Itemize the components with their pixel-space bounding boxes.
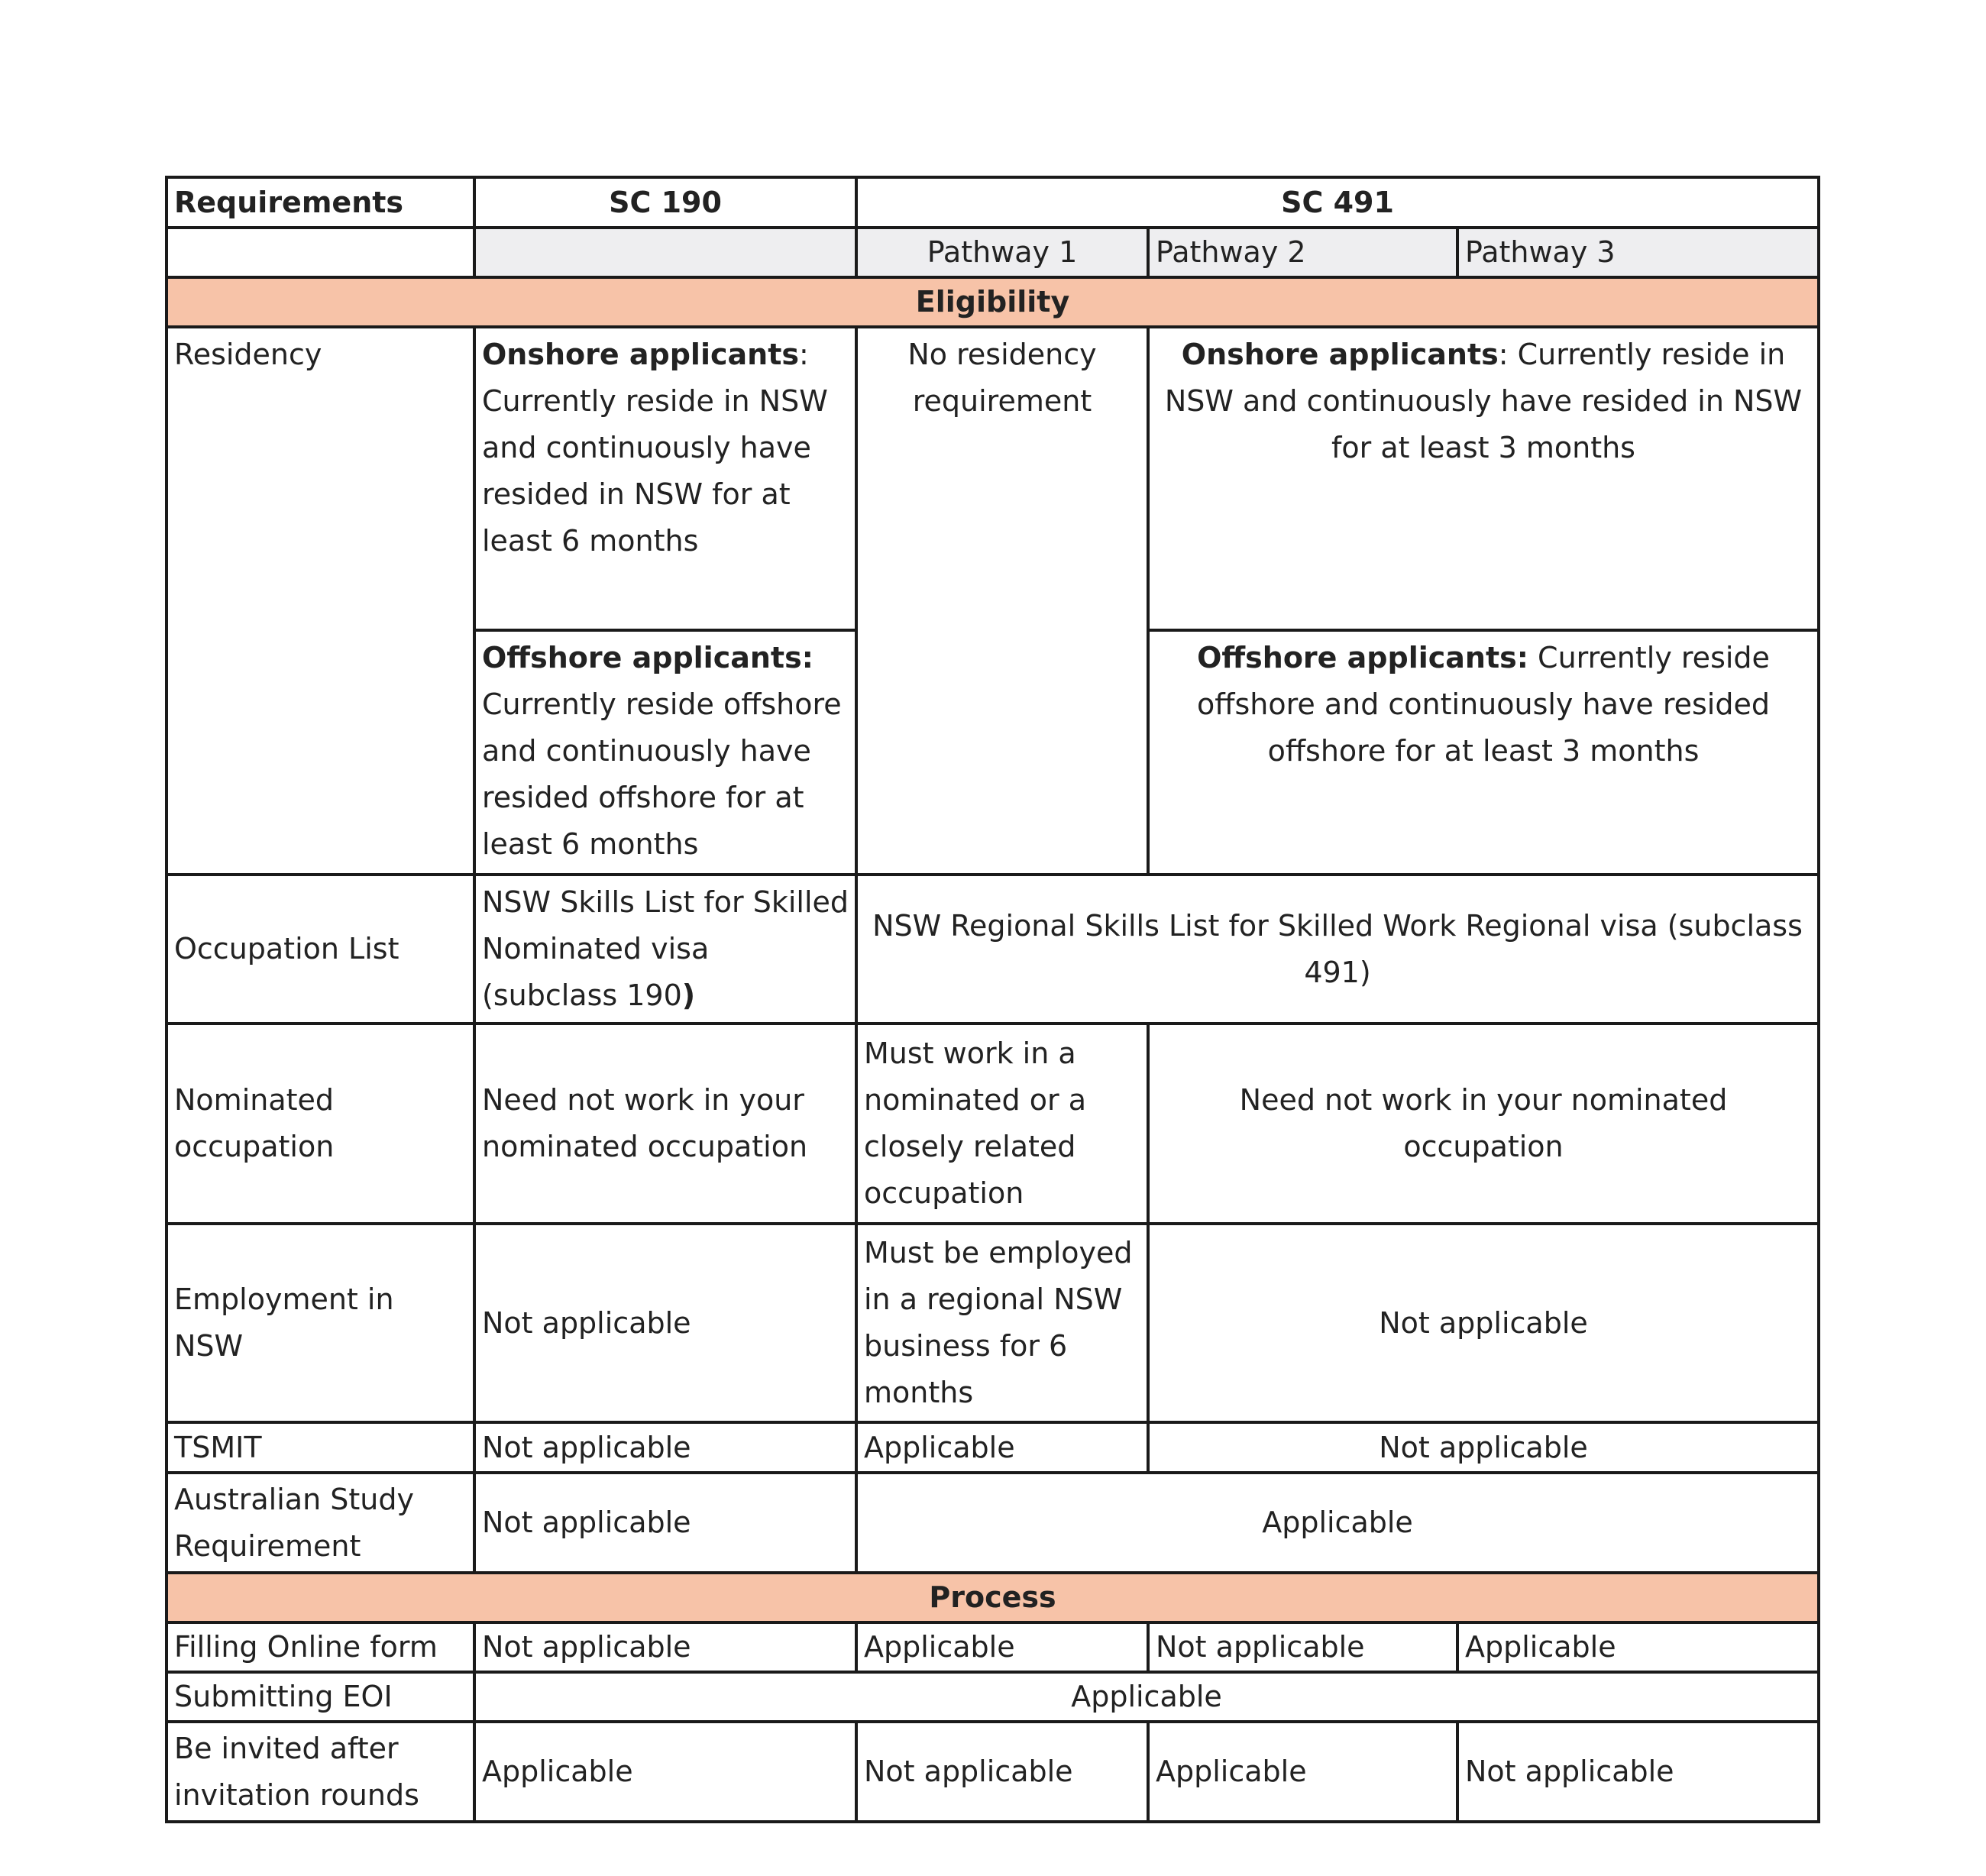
eoi-all: Applicable xyxy=(474,1672,1819,1722)
residency-sc190-offshore xyxy=(474,630,856,875)
employment-sc190: Not applicable xyxy=(474,1224,856,1422)
header-blank xyxy=(167,228,474,277)
row-label-study: Australian Study Requirement xyxy=(167,1473,474,1573)
offshore-text: Currently reside offshore and continuously have resided offshore for at least 3 months xyxy=(1197,641,1770,768)
header-sc190: SC 190 xyxy=(474,177,856,228)
nominated-occupation-pathway1: Must work in a nominated or a closely related occupation xyxy=(856,1024,1148,1224)
occupation-list-sc190-text: NSW Skills List for Skilled Nominated visa (subclass 190 xyxy=(482,885,849,1012)
row-label-occupation-list: Occupation List xyxy=(167,875,474,1024)
occupation-list-sc491: NSW Regional Skills List for Skilled Work Regional visa (subclass 491) xyxy=(856,875,1819,1024)
section-eligibility: Eligibility xyxy=(167,277,1819,327)
header-pathway-3: Pathway 3 xyxy=(1457,228,1819,277)
onshore-label: Onshore applicants xyxy=(1181,338,1499,371)
residency-pathway23-onshore xyxy=(1148,327,1819,630)
employment-pathway1: Must be employed in a regional NSW business for 6 months xyxy=(856,1224,1148,1422)
online-form-pathway3: Applicable xyxy=(1457,1622,1819,1672)
online-form-pathway2: Not applicable xyxy=(1148,1622,1457,1672)
occupation-list-sc190 xyxy=(474,875,856,1024)
requirements-table xyxy=(165,176,1820,1823)
occupation-list-sc190-paren: ) xyxy=(681,978,696,1012)
header-requirements: Requirements xyxy=(167,177,474,228)
tsmit-pathway23: Not applicable xyxy=(1148,1422,1819,1473)
row-label-tsmit: TSMIT xyxy=(167,1422,474,1473)
row-label-invited: Be invited after invitation rounds xyxy=(167,1722,474,1822)
offshore-label: Offshore applicants: xyxy=(482,641,813,674)
header-pathway-2: Pathway 2 xyxy=(1148,228,1457,277)
invited-pathway2: Applicable xyxy=(1148,1722,1457,1822)
tsmit-pathway1: Applicable xyxy=(856,1422,1148,1473)
onshore-colon: : xyxy=(798,338,809,371)
onshore-text: : Currently reside in NSW and continuously have resided in NSW for at least 3 months xyxy=(1164,338,1803,464)
onshore-text: Currently reside in NSW and continuously have resided in NSW for at least 6 months xyxy=(482,384,828,558)
invited-pathway1: Not applicable xyxy=(856,1722,1148,1822)
row-label-eoi: Submitting EOI xyxy=(167,1672,474,1722)
online-form-sc190: Not applicable xyxy=(474,1622,856,1672)
nominated-occupation-sc190: Need not work in your nominated occupation xyxy=(474,1024,856,1224)
residency-sc190-onshore xyxy=(474,327,856,630)
study-sc190: Not applicable xyxy=(474,1473,856,1573)
row-label-residency: Residency xyxy=(167,327,474,875)
invited-sc190: Applicable xyxy=(474,1722,856,1822)
row-label-nominated-occupation: Nominated occupation xyxy=(167,1024,474,1224)
tsmit-sc190: Not applicable xyxy=(474,1422,856,1473)
onshore-label: Onshore applicants xyxy=(482,338,799,371)
study-sc491: Applicable xyxy=(856,1473,1819,1573)
invited-pathway3: Not applicable xyxy=(1457,1722,1819,1822)
header-sc190-blank xyxy=(474,228,856,277)
nominated-occupation-pathway23: Need not work in your nominated occupation xyxy=(1148,1024,1819,1224)
online-form-pathway1: Applicable xyxy=(856,1622,1148,1672)
row-label-employment: Employment in NSW xyxy=(167,1224,474,1422)
employment-pathway23: Not applicable xyxy=(1148,1224,1819,1422)
section-process: Process xyxy=(167,1573,1819,1622)
offshore-label: Offshore applicants: xyxy=(1197,641,1528,674)
header-sc491: SC 491 xyxy=(856,177,1819,228)
offshore-text: Currently reside offshore and continuously have resided offshore for at least 6 months xyxy=(482,687,842,861)
residency-pathway23-offshore xyxy=(1148,630,1819,875)
row-label-online-form: Filling Online form xyxy=(167,1622,474,1672)
header-pathway-1: Pathway 1 xyxy=(856,228,1148,277)
residency-pathway1: No residency requirement xyxy=(856,327,1148,875)
